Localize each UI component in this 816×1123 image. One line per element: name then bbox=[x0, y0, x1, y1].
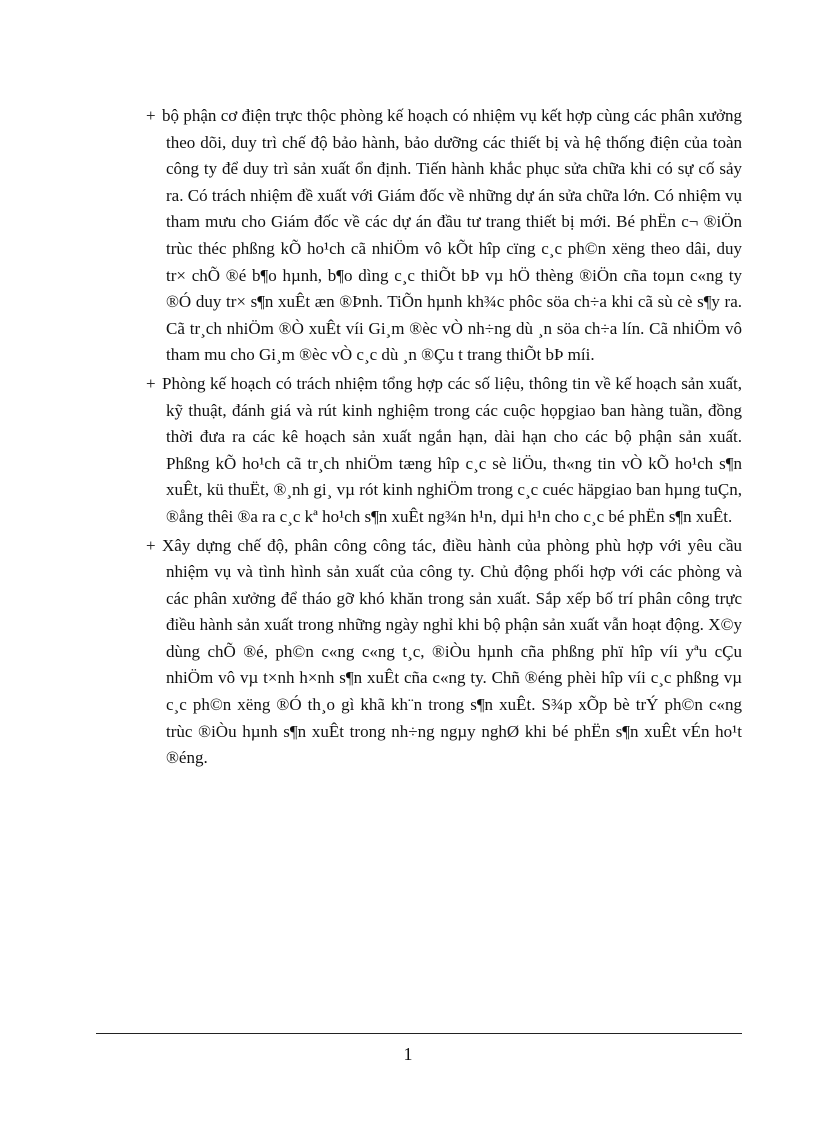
list-item bbox=[146, 533, 742, 772]
list-item bbox=[146, 103, 742, 369]
page-number: 1 bbox=[403, 1044, 413, 1064]
list-marker: + bbox=[146, 535, 156, 555]
paragraph-text: Phòng kế hoạch có trách nhiệm tổng hợp các số liệu, thông tin về kế hoạch sản xuất, kỹ thuật, đánh giá và rút kinh nghiệm trong các cuộc họpgiao ban hàng tuần, đồng thời đưa ra các kê hoạch sản xuất ngắn hạn, dài hạn cho các bộ phận sản xuất. Phßng kÕ ho¹ch cã tr¸ch nhiÖm tæng hîp c¸c sè liÖu, th«ng tin vÒ kÕ ho¹ch s¶n xuÊt, kü thuËt, ®¸nh gi¸ vµ rót kinh nghiÖm trong c¸c cuéc häpgiao ban hµng tuÇn, ®ång thêi ®a ra c¸c kª ho¹ch s¶n xuÊt ng¾n h¹n, dµi h¹n cho c¸c bé phËn s¶n xuÊt. bbox=[162, 373, 742, 526]
paragraph-text: Xây dựng chế độ, phân công công tác, điều hành của phòng phù hợp với yêu cầu nhiệm vụ và tình hình sản xuất của công ty. Chủ động phối hợp với các phòng và các phân xưởng để tháo gỡ khó khăn trong sản xuất. Sắp xếp bố trí phân công trực điều hành sản xuất trong những ngày nghỉ khi bộ phận sản xuất vẫn hoạt động. X©y dùng chÕ ®é, ph©n c«ng c«ng t¸c, ®iÒu hµnh cña phßng phï hîp víi yªu cÇu nhiÖm vô vµ t×nh h×nh s¶n xuÊt cña c«ng ty. Chñ ®éng phèi hîp víi c¸c phßng vµ c¸c ph©n xëng ®Ó th¸o gì khã kh¨n trong s¶n xuÊt. S¾p xÕp bè trÝ ph©n c«ng trùc ®iÒu hµnh s¶n xuÊt trong nh÷ng ngµy nghØ khi bé phËn s¶n xuÊt vÉn ho¹t ®éng. bbox=[162, 535, 742, 768]
list-marker: + bbox=[146, 106, 156, 125]
list-marker: + bbox=[146, 373, 156, 393]
list-item bbox=[146, 371, 742, 531]
paragraph-text: bộ phận cơ điện trực thộc phòng kế hoạch có nhiệm vụ kết hợp cùng các phân xưởng theo dõi, duy trì chế độ bảo hành, bảo dưỡng các thiết bị và hệ thống điện của toàn công ty để duy trì sản xuất ổn định. Tiến hành khắc phục sửa chữa khi có sự cố sảy ra. Có trách nhiệm đề xuất với Giám đốc về những dự án sửa chữa lớn. Có nhiệm vụ tham mưu cho Giám đốc về các dự án đầu tư trang thiết bị mới. Bé phËn c¬ ®iÖn trùc théc phßng kÕ ho¹ch cã nhiÖm vô kÕt hîp cïng c¸c ph©n xëng theo dâi, duy tr× chÕ ®é b¶o hµnh, b¶o dìng c¸c thiÕt bÞ vµ hÖ thèng ®iÖn cña toµn c«ng ty ®Ó duy tr× s¶n xuÊt æn ®Þnh. TiÕn hµnh kh¾c phôc söa ch÷a khi cã sù cè s¶y ra. Cã tr¸ch nhiÖm ®Ò xuÊt víi Gi¸m ®èc vÒ nh÷ng dù ¸n söa ch÷a lín. Cã nhiÖm vô tham mu cho Gi¸m ®èc vÒ c¸c dù ¸n ®Çu t trang thiÕt bÞ míi. bbox=[162, 106, 742, 365]
footer-divider bbox=[96, 1033, 742, 1034]
document-body bbox=[146, 103, 742, 772]
